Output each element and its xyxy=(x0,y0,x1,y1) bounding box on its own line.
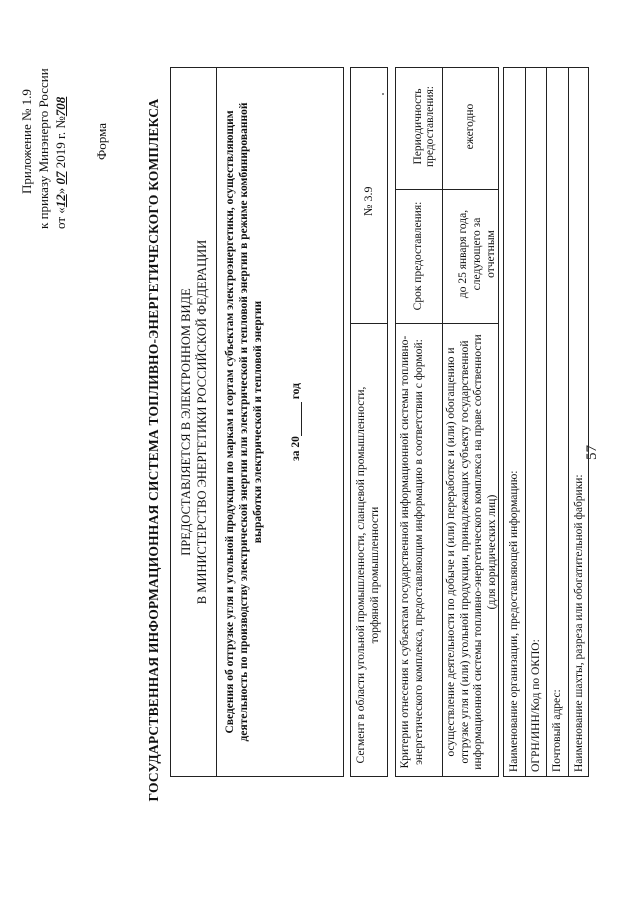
criteria-divider-2 xyxy=(396,189,498,190)
approval-day: 12 xyxy=(53,194,68,208)
approval-block xyxy=(18,19,69,229)
org-name-row: Наименование организации, предоставляющей информацию: xyxy=(504,68,526,776)
segment-code: № 3.9 xyxy=(361,186,375,216)
approval-order: к приказу Минэнерго России xyxy=(36,68,51,229)
scan-mark xyxy=(382,93,384,95)
year-blank-field xyxy=(289,402,302,436)
segment-box xyxy=(350,67,388,777)
report-header-box xyxy=(170,67,344,777)
page-number: 57 xyxy=(584,445,600,460)
report-year: за 20 год xyxy=(290,383,302,461)
page-title: ГОСУДАРСТВЕННАЯ ИНФОРМАЦИОННАЯ СИСТЕМА ТОПЛИВНО-ЭНЕРГЕТИЧЕСКОГО КОМПЛЕКСА xyxy=(146,98,161,802)
approval-date: от «12» 07 2019 г. №708 xyxy=(53,96,68,229)
postal-address-row: Почтовый адрес: xyxy=(547,68,569,776)
approval-number: 708 xyxy=(53,96,68,117)
deadline-body: до 25 января года, следующего за отчетным xyxy=(457,209,497,299)
criteria-divider-1 xyxy=(396,323,498,324)
criteria-table xyxy=(395,67,499,777)
approval-month: 07 xyxy=(53,171,68,185)
periodicity-header: Периодичность предоставления: xyxy=(412,85,436,168)
electronic-submission-header: ПРЕДОСТАВЛЯЕТСЯ В ЭЛЕКТРОННОМ ВИДЕ В МИНИСТЕРСТВО ЭНЕРГЕТИКИ РОССИЙСКОЙ ФЕДЕРАЦИИ xyxy=(171,68,217,776)
criteria-body: осуществление деятельности по добыче и (или) переработке и (или) обогащению и отгрузке угля и (или) угольной продукции, принадлежащих субъекту государственной информационной системы топливно-энергетического комплекса на праве собственности (для юридических лиц) xyxy=(445,334,498,770)
segment-text: Сегмент в области угольной промышленности, сланцевой промышленности, торфяной промышленности xyxy=(355,386,381,764)
organization-info-box xyxy=(503,67,589,777)
periodicity-body: ежегодно xyxy=(464,103,476,150)
report-title: Сведения об отгрузке угля и угольной продукции по маркам и сортам субъектам электроэнергетики, осуществляющим деятельность по производству электрической энергии или электрической и тепловой энергии в режиме комбинированной выработки электрической и тепловой энергии xyxy=(224,102,264,742)
form-label: Форма xyxy=(94,123,109,160)
deadline-header: Срок предоставления: xyxy=(412,201,424,311)
mine-name-row: Наименование шахты, разреза или обогатительной фабрики: xyxy=(572,474,585,772)
approval-appendix: Приложение № 1.9 xyxy=(19,89,34,194)
criteria-header: Критерии отнесения к субъектам государственной информационной системы топливно-энергетического комплекса, предоставляющим информацию в соответствии с формой: xyxy=(399,335,425,769)
ogrn-row: ОГРН/ИНН/Код по ОКПО: xyxy=(526,68,548,776)
segment-divider xyxy=(351,323,387,324)
